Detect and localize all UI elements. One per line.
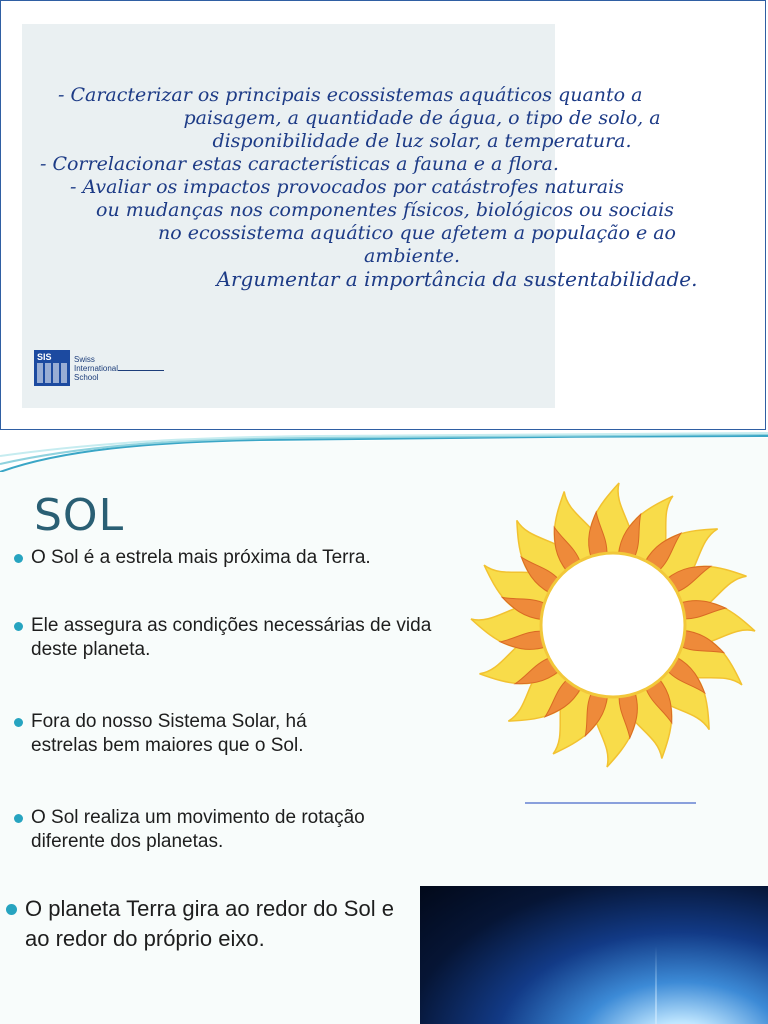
logo-underline [118,370,164,371]
bullet-text: Fora do nosso Sistema Solar, há estrelas bem maiores que o Sol. [31,711,307,756]
bullet-item [14,546,454,570]
wave-decoration [0,432,768,472]
bullet-text: O Sol realiza um movimento de rotação diferente dos planetas. [31,807,365,852]
bullet-item [14,710,374,758]
bullet-text: Ele assegura as condições necessárias de vida deste planeta. [31,615,432,660]
logo-abbr: SIS [37,352,52,362]
bullet-item [14,614,454,662]
slide-objectives [0,0,768,432]
objective-line: ou mudanças nos componentes físicos, biológicos ou sociais [96,199,674,221]
slide-title: SOL [34,490,125,541]
bullet-dot-icon [14,718,23,727]
objective-line: no ecossistema aquático que afetem a população e ao [157,222,676,244]
objective-line: disponibilidade de luz solar, a temperatura. [212,130,632,152]
logo-mark [34,350,70,386]
school-logo [34,350,118,386]
objective-line: Argumentar a importância da sustentabilidade. [216,267,698,291]
bullet-item [6,894,406,954]
logo-name-line: International [74,363,119,373]
objectives-text [40,84,764,291]
bullet-text: O planeta Terra gira ao redor do Sol e ao redor do próprio eixo. [25,896,394,951]
bullet-item [14,806,444,854]
bullet-dot-icon [6,904,17,915]
logo-name-line: Swiss [74,354,95,364]
objective-line: ambiente. [364,245,460,267]
logo-name [74,355,118,382]
sun-illustration [468,480,758,770]
slide-sol [0,432,768,1024]
bullet-dot-icon [14,622,23,631]
logo-name-line: School [74,372,99,382]
bullet-dot-icon [14,814,23,823]
space-photo [420,886,768,1024]
image-caption-link[interactable] [525,802,696,804]
objective-line: - Correlacionar estas características a fauna e a flora. [40,153,559,175]
objective-line: - Avaliar os impactos provocados por catástrofes naturais [70,176,624,198]
bullet-dot-icon [14,554,23,563]
objective-line: - Caracterizar os principais ecossistemas aquáticos quanto a [58,84,643,106]
objective-line: paisagem, a quantidade de água, o tipo de solo, a [183,107,661,129]
bullet-text: O Sol é a estrela mais próxima da Terra. [31,547,371,568]
